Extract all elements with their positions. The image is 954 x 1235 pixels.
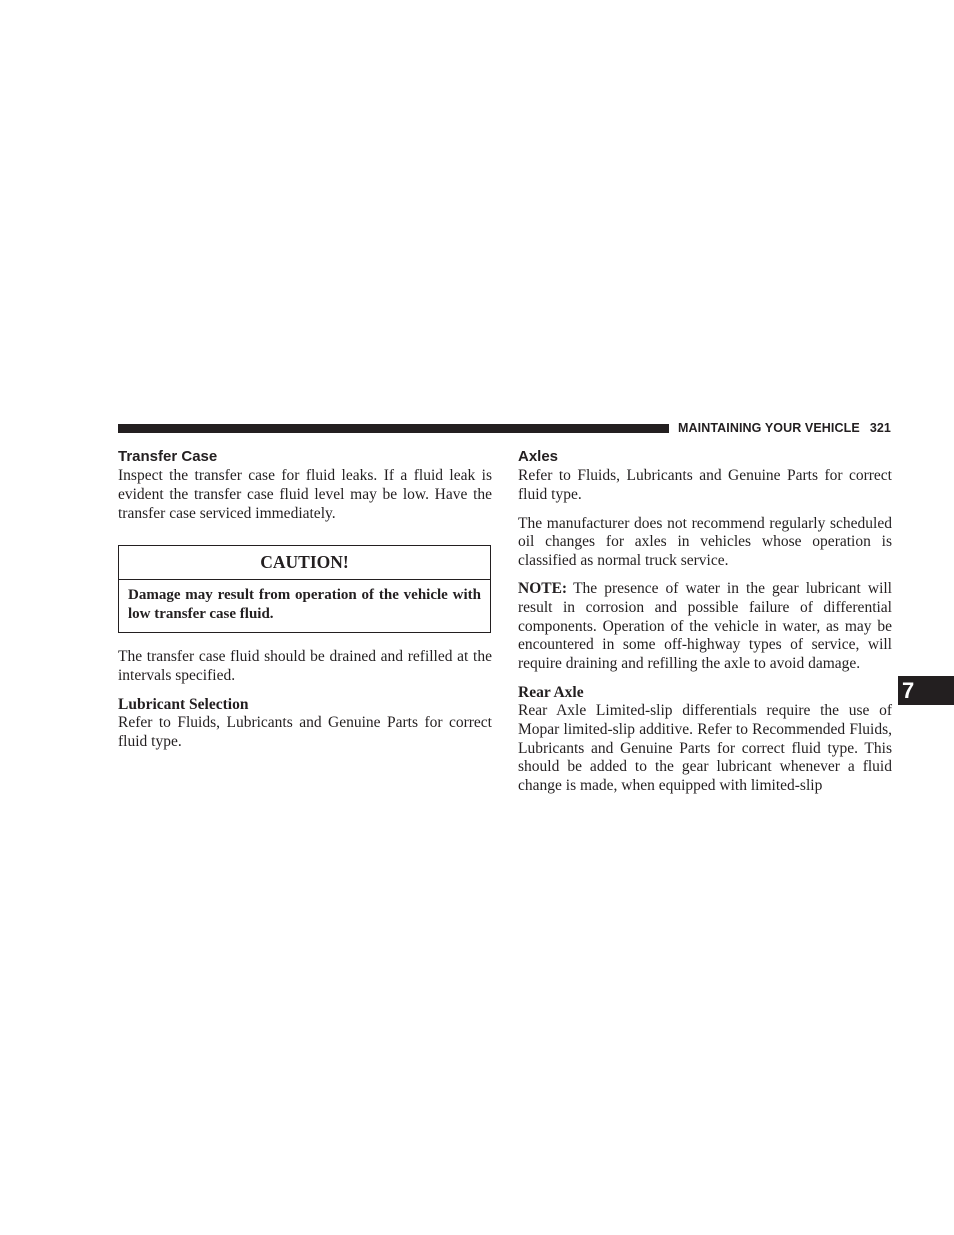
axles-text: Refer to Fluids, Lubricants and Genuine Parts for correct fluid type. bbox=[518, 467, 892, 503]
note-text: The presence of water in the gear lubricant will result in corrosion and possible failure of differential components. Operation of the vehicle in water, as may be encountered in some off-highway types of service, will require draining and refilling the axle to avoid damage. bbox=[518, 579, 892, 673]
note-label: NOTE: bbox=[518, 579, 568, 597]
transfer-case-text: Inspect the transfer case for fluid leaks. If a fluid leak is evident the transfer case fluid level may be low. Have the transfer case serviced immediately. bbox=[118, 467, 492, 522]
axles-heading: Axles bbox=[518, 448, 559, 465]
caution-title: CAUTION! bbox=[119, 546, 490, 580]
transfer-case-heading: Transfer Case bbox=[118, 448, 218, 465]
rear-axle-text: Rear Axle Limited-slip differentials require the use of Mopar limited-slip additive. Refer to Recommended Fluids, Lubricants and Genuine Parts for correct fluid type. This should be added to the gear lubricant whenever a fluid change is made, when equipped with limited-slip bbox=[518, 701, 892, 795]
right-column bbox=[518, 447, 892, 796]
running-title: MAINTAINING YOUR VEHICLE bbox=[678, 421, 860, 435]
chapter-tab: 7 bbox=[898, 676, 954, 705]
note-paragraph bbox=[518, 580, 892, 674]
lubricant-selection-text: Refer to Fluids, Lubricants and Genuine Parts for correct fluid type. bbox=[118, 713, 492, 750]
header-rule bbox=[118, 424, 669, 433]
caution-text: Damage may result from operation of the vehicle with low transfer case fluid. bbox=[128, 587, 481, 623]
left-column bbox=[118, 447, 492, 752]
caution-box bbox=[118, 545, 491, 633]
lubricant-selection-heading: Lubricant Selection bbox=[118, 695, 249, 713]
drain-refill-text: The transfer case fluid should be drained and refilled at the intervals specified. bbox=[118, 648, 492, 685]
rear-axle-heading: Rear Axle bbox=[518, 683, 584, 701]
page-number: 321 bbox=[869, 421, 891, 435]
running-head bbox=[678, 420, 892, 436]
manufacturer-text: The manufacturer does not recommend regularly scheduled oil changes for axles in vehicles whose operation is classified as normal truck service. bbox=[518, 514, 892, 570]
